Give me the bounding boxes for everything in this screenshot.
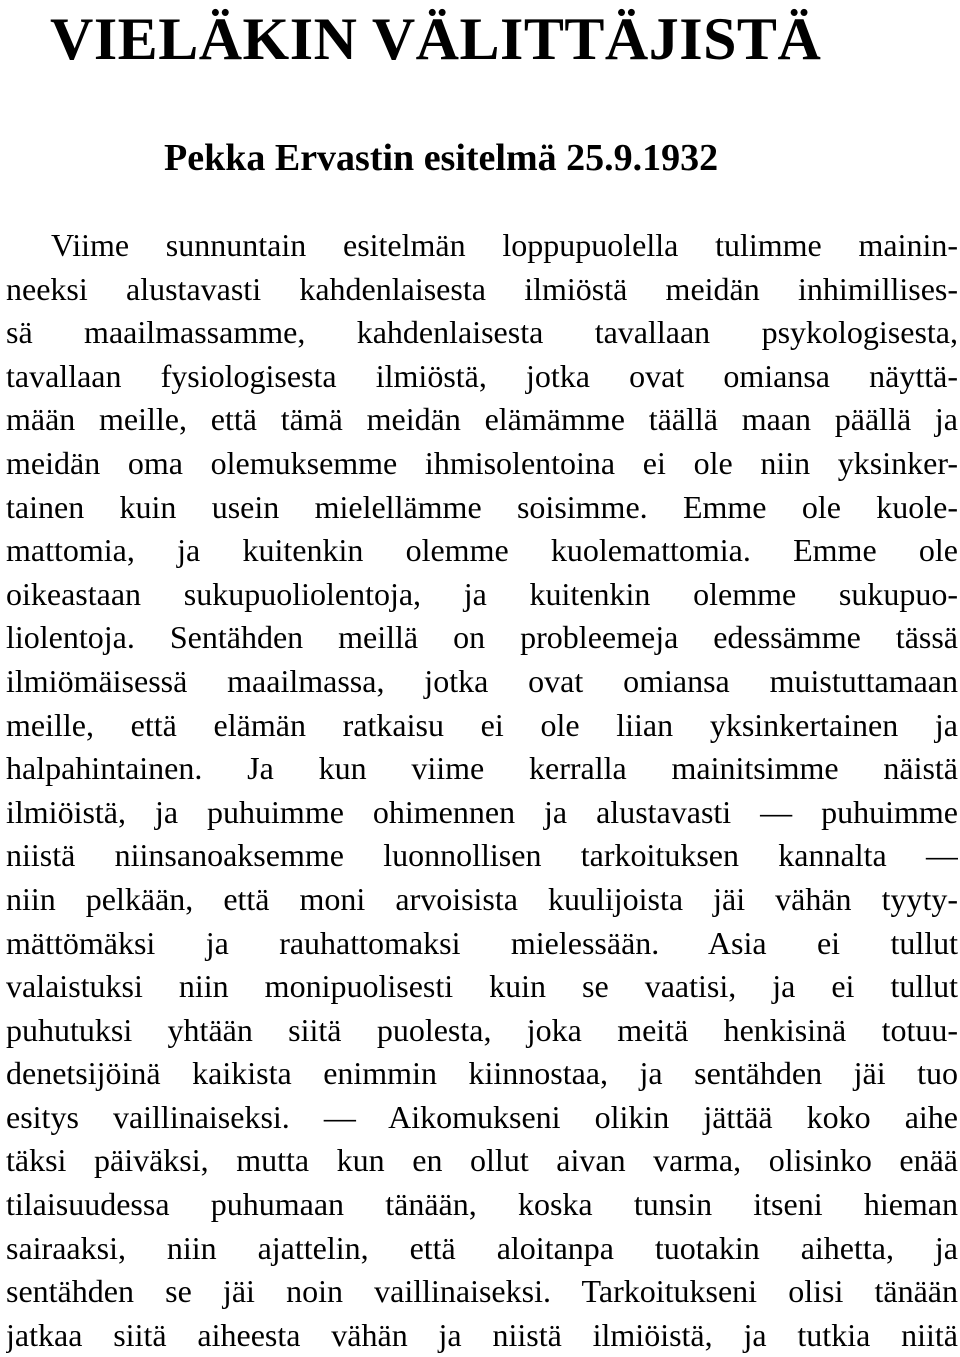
text-line: niistä niinsanoaksemme luonnollisen tarkoituksen kannalta — (6, 837, 958, 874)
text-line: valaistuksi niin monipuolisesti kuin se vaatisi, ja ei tullut (6, 968, 958, 1005)
text-line: oikeastaan sukupuoliolentoja, ja kuitenkin olemme sukupuo- (6, 575, 958, 612)
text-line: liolentoja. Sentähden meillä on probleemeja edessämme tässä (6, 619, 958, 656)
text-line: jatkaa siitä aiheesta vähän ja niistä ilmiöistä, ja tutkia niitä (6, 1316, 958, 1353)
text-line: mättömäksi ja rauhattomaksi mielessään. Asia ei tullut (6, 924, 958, 961)
text-line: puhutuksi yhtään siitä puolesta, joka meitä henkisinä totuu- (6, 1011, 958, 1048)
text-line: ilmiöistä, ja puhuimme ohimennen ja alustavasti — puhuimme (6, 793, 958, 830)
text-line: sentähden se jäi noin vaillinaiseksi. Tarkoitukseni olisi tänään (6, 1273, 958, 1310)
text-line: sä maailmassamme, kahdenlaisesta tavallaan psykologisesta, (6, 314, 958, 351)
text-line: halpahintainen. Ja kun viime kerralla mainitsimme näistä (6, 750, 958, 787)
document-title: VIELÄKIN VÄLITTÄJISTÄ (50, 6, 822, 72)
document-subtitle: Pekka Ervastin esitelmä 25.9.1932 (164, 137, 719, 179)
text-line: mään meille, että tämä meidän elämämme täällä maan päällä ja (6, 401, 958, 438)
body-paragraph (6, 224, 958, 1357)
text-line: esitys vaillinaiseksi. — Aikomukseni olikin jättää koko aihe (6, 1098, 958, 1135)
text-line: meidän oma olemuksemme ihmisolentoina ei ole niin yksinker- (6, 444, 958, 481)
text-line: tainen kuin usein mielellämme soisimme. Emme ole kuole- (6, 488, 958, 525)
text-line: täksi päiväksi, mutta kun en ollut aivan varma, olisinko enää (6, 1142, 958, 1179)
text-line: Viime sunnuntain esitelmän loppupuolella tulimme mainin- (51, 227, 958, 263)
text-line: tilaisuudessa puhumaan tänään, koska tunsin itseni hieman (6, 1186, 958, 1223)
text-line: sairaaksi, niin ajattelin, että aloitanpa tuotakin aihetta, ja (6, 1229, 958, 1266)
text-line: ilmiömäisessä maailmassa, jotka ovat omiansa muistuttamaan (6, 662, 958, 699)
text-line: meille, että elämän ratkaisu ei ole liian yksinkertainen ja (6, 706, 958, 743)
text-line: neeksi alustavasti kahdenlaisesta ilmiöstä meidän inhimillises- (6, 270, 958, 307)
text-line: mattomia, ja kuitenkin olemme kuolemattomia. Emme ole (6, 532, 958, 569)
text-line: tavallaan fysiologisesta ilmiöstä, jotka ovat omiansa näyttä- (6, 357, 958, 394)
text-line: denetsijöinä kaikista enimmin kiinnostaa, ja sentähden jäi tuo (6, 1055, 958, 1092)
text-line: niin pelkään, että moni arvoisista kuulijoista jäi vähän tyyty- (6, 880, 958, 917)
